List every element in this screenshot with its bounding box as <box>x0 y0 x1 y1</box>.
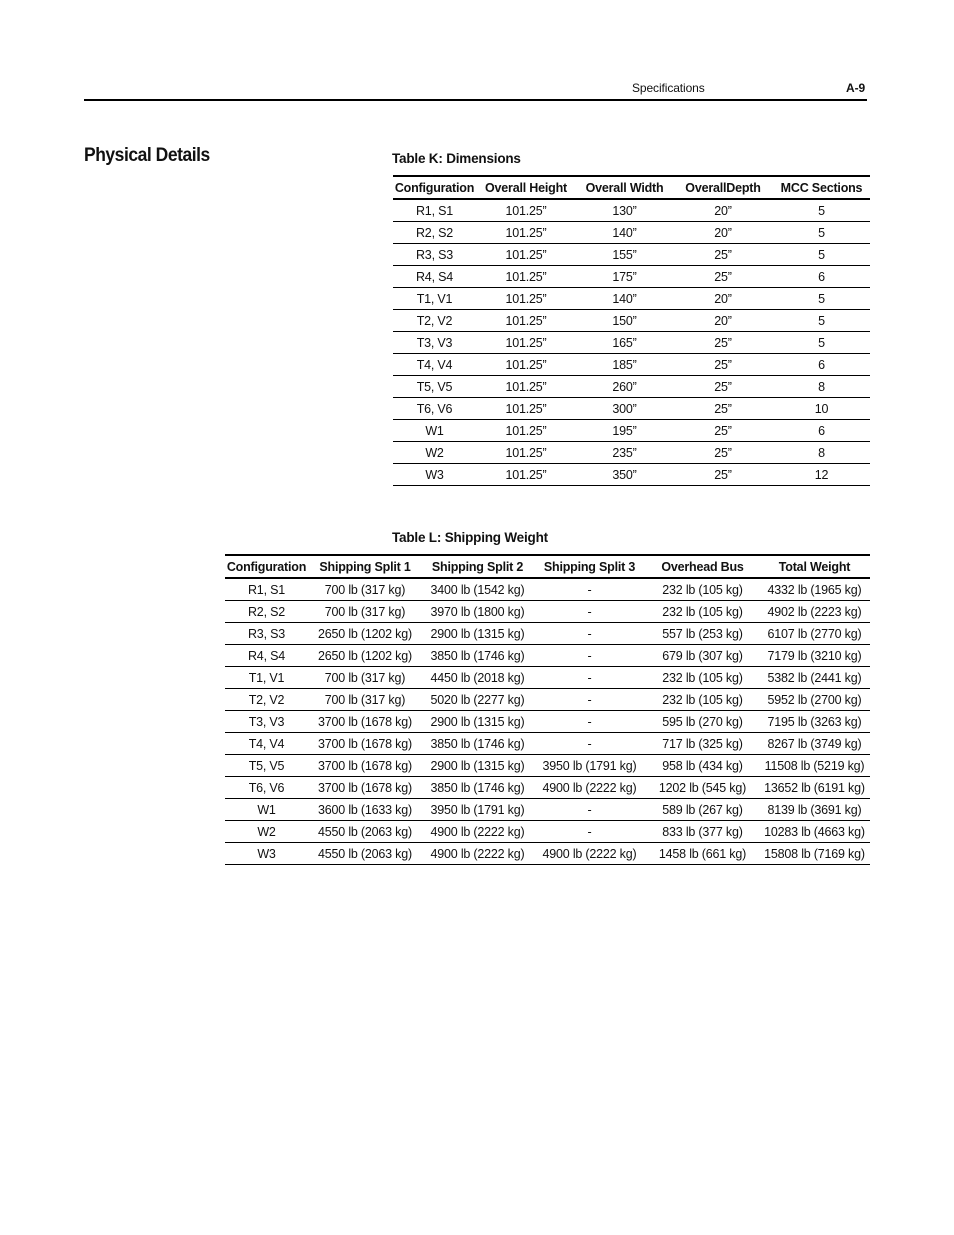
page-number: A-9 <box>846 81 866 95</box>
table-cell: 25” <box>673 332 773 354</box>
table-cell: R4, S4 <box>393 266 476 288</box>
table-cell: 4332 lb (1965 kg) <box>759 578 870 601</box>
table-cell: 20” <box>673 222 773 244</box>
table-cell: 5952 lb (2700 kg) <box>759 689 870 711</box>
table-cell: 101.25” <box>476 310 576 332</box>
table-cell: R1, S1 <box>225 578 308 601</box>
table-row <box>225 733 870 755</box>
table-cell: 232 lb (105 kg) <box>646 689 759 711</box>
table-header-row <box>393 176 870 199</box>
table-cell: T6, V6 <box>225 777 308 799</box>
table-cell: 10283 lb (4663 kg) <box>759 821 870 843</box>
table-cell: 20” <box>673 310 773 332</box>
table-cell: 140” <box>576 288 673 310</box>
table-row <box>393 266 870 288</box>
table-cell: R4, S4 <box>225 645 308 667</box>
table-cell: T4, V4 <box>393 354 476 376</box>
table-cell: 2650 lb (1202 kg) <box>308 623 422 645</box>
table-cell: 235” <box>576 442 673 464</box>
table-cell: 4902 lb (2223 kg) <box>759 601 870 623</box>
table-cell: 595 lb (270 kg) <box>646 711 759 733</box>
table-cell: 25” <box>673 398 773 420</box>
table-row <box>393 199 870 222</box>
table-cell: 4900 lb (2222 kg) <box>422 821 533 843</box>
table-cell: 5382 lb (2441 kg) <box>759 667 870 689</box>
table-cell: 7179 lb (3210 kg) <box>759 645 870 667</box>
column-header: Shipping Split 1 <box>308 555 422 578</box>
table-cell: 101.25” <box>476 464 576 486</box>
column-header: Overall Height <box>476 176 576 199</box>
table-cell: 140” <box>576 222 673 244</box>
column-header: MCC Sections <box>773 176 870 199</box>
table-l-caption: Table L: Shipping Weight <box>392 530 548 545</box>
table-cell: 3400 lb (1542 kg) <box>422 578 533 601</box>
table-cell: 3950 lb (1791 kg) <box>422 799 533 821</box>
table-cell: T2, V2 <box>225 689 308 711</box>
table-cell: - <box>533 623 646 645</box>
table-cell: 101.25” <box>476 244 576 266</box>
table-cell: 5 <box>773 288 870 310</box>
table-cell: 10 <box>773 398 870 420</box>
table-cell: 4450 lb (2018 kg) <box>422 667 533 689</box>
column-header: Shipping Split 3 <box>533 555 646 578</box>
table-cell: - <box>533 821 646 843</box>
table-cell: 2900 lb (1315 kg) <box>422 711 533 733</box>
table-cell: 4900 lb (2222 kg) <box>533 777 646 799</box>
table-cell: T1, V1 <box>393 288 476 310</box>
table-cell: 5 <box>773 310 870 332</box>
table-cell: 3600 lb (1633 kg) <box>308 799 422 821</box>
table-cell: W2 <box>393 442 476 464</box>
table-row <box>393 354 870 376</box>
table-cell: 3850 lb (1746 kg) <box>422 777 533 799</box>
table-cell: 350” <box>576 464 673 486</box>
table-row <box>225 623 870 645</box>
table-cell: 150” <box>576 310 673 332</box>
table-cell: 25” <box>673 376 773 398</box>
table-cell: 130” <box>576 199 673 222</box>
table-cell: 3700 lb (1678 kg) <box>308 777 422 799</box>
column-header: Shipping Split 2 <box>422 555 533 578</box>
table-cell: 101.25” <box>476 199 576 222</box>
table-cell: 3700 lb (1678 kg) <box>308 755 422 777</box>
table-cell: W1 <box>225 799 308 821</box>
table-cell: 4550 lb (2063 kg) <box>308 821 422 843</box>
table-cell: 2650 lb (1202 kg) <box>308 645 422 667</box>
table-cell: 5 <box>773 332 870 354</box>
table-cell: 20” <box>673 199 773 222</box>
table-row <box>393 442 870 464</box>
table-row <box>393 222 870 244</box>
table-cell: 700 lb (317 kg) <box>308 667 422 689</box>
table-cell: 557 lb (253 kg) <box>646 623 759 645</box>
table-cell: - <box>533 601 646 623</box>
table-cell: W1 <box>393 420 476 442</box>
table-row <box>225 689 870 711</box>
table-row <box>225 645 870 667</box>
table-cell: 25” <box>673 464 773 486</box>
table-cell: 5 <box>773 199 870 222</box>
table-cell: 195” <box>576 420 673 442</box>
table-row <box>393 288 870 310</box>
table-cell: 25” <box>673 442 773 464</box>
table-cell: - <box>533 578 646 601</box>
table-cell: R3, S3 <box>225 623 308 645</box>
table-cell: - <box>533 689 646 711</box>
table-cell: 13652 lb (6191 kg) <box>759 777 870 799</box>
table-cell: 25” <box>673 244 773 266</box>
table-cell: T5, V5 <box>393 376 476 398</box>
table-cell: 6107 lb (2770 kg) <box>759 623 870 645</box>
table-cell: 7195 lb (3263 kg) <box>759 711 870 733</box>
table-cell: 101.25” <box>476 442 576 464</box>
column-header: Configuration <box>225 555 308 578</box>
table-cell: 2900 lb (1315 kg) <box>422 623 533 645</box>
table-cell: 232 lb (105 kg) <box>646 601 759 623</box>
table-cell: R2, S2 <box>393 222 476 244</box>
table-cell: 3850 lb (1746 kg) <box>422 645 533 667</box>
table-row <box>393 420 870 442</box>
table-cell: 175” <box>576 266 673 288</box>
column-header: Total Weight <box>759 555 870 578</box>
table-cell: W2 <box>225 821 308 843</box>
table-cell: 1458 lb (661 kg) <box>646 843 759 865</box>
column-header: Configuration <box>393 176 476 199</box>
table-cell: 15808 lb (7169 kg) <box>759 843 870 865</box>
table-cell: 6 <box>773 420 870 442</box>
table-cell: 8 <box>773 376 870 398</box>
table-cell: 833 lb (377 kg) <box>646 821 759 843</box>
table-cell: 679 lb (307 kg) <box>646 645 759 667</box>
table-cell: 165” <box>576 332 673 354</box>
table-cell: 101.25” <box>476 332 576 354</box>
table-row <box>393 310 870 332</box>
table-cell: T6, V6 <box>393 398 476 420</box>
header-rule <box>84 99 867 101</box>
table-row <box>225 711 870 733</box>
running-header-section: Specifications <box>632 81 705 95</box>
dimensions-table <box>393 175 870 486</box>
table-cell: 8267 lb (3749 kg) <box>759 733 870 755</box>
table-cell: 25” <box>673 266 773 288</box>
table-cell: 20” <box>673 288 773 310</box>
column-header: Overhead Bus <box>646 555 759 578</box>
table-cell: 300” <box>576 398 673 420</box>
table-cell: 589 lb (267 kg) <box>646 799 759 821</box>
table-cell: 5 <box>773 244 870 266</box>
table-cell: 101.25” <box>476 354 576 376</box>
table-row <box>225 755 870 777</box>
table-k-caption: Table K: Dimensions <box>392 151 521 166</box>
table-cell: 958 lb (434 kg) <box>646 755 759 777</box>
section-title: Physical Details <box>84 145 210 166</box>
table-cell: 25” <box>673 354 773 376</box>
table-cell: 8139 lb (3691 kg) <box>759 799 870 821</box>
table-cell: 4900 lb (2222 kg) <box>533 843 646 865</box>
table-cell: 3850 lb (1746 kg) <box>422 733 533 755</box>
table-row <box>225 667 870 689</box>
table-cell: 101.25” <box>476 288 576 310</box>
table-cell: 260” <box>576 376 673 398</box>
table-cell: R2, S2 <box>225 601 308 623</box>
table-row <box>225 578 870 601</box>
table-cell: 4900 lb (2222 kg) <box>422 843 533 865</box>
table-cell: 700 lb (317 kg) <box>308 578 422 601</box>
table-cell: 5 <box>773 222 870 244</box>
table-row <box>225 777 870 799</box>
table-cell: - <box>533 645 646 667</box>
table-cell: 101.25” <box>476 420 576 442</box>
table-cell: 3950 lb (1791 kg) <box>533 755 646 777</box>
table-cell: 3970 lb (1800 kg) <box>422 601 533 623</box>
table-cell: 101.25” <box>476 376 576 398</box>
table-cell: T4, V4 <box>225 733 308 755</box>
table-row <box>225 799 870 821</box>
table-cell: 4550 lb (2063 kg) <box>308 843 422 865</box>
table-cell: 12 <box>773 464 870 486</box>
table-cell: T1, V1 <box>225 667 308 689</box>
table-cell: 700 lb (317 kg) <box>308 601 422 623</box>
table-cell: - <box>533 667 646 689</box>
table-cell: 3700 lb (1678 kg) <box>308 711 422 733</box>
table-cell: 717 lb (325 kg) <box>646 733 759 755</box>
column-header: OverallDepth <box>673 176 773 199</box>
shipping-weight-table <box>225 554 870 865</box>
table-row <box>393 376 870 398</box>
table-row <box>393 398 870 420</box>
table-row <box>393 464 870 486</box>
table-cell: 6 <box>773 266 870 288</box>
table-cell: W3 <box>393 464 476 486</box>
table-cell: T2, V2 <box>393 310 476 332</box>
table-row <box>225 601 870 623</box>
table-cell: 700 lb (317 kg) <box>308 689 422 711</box>
table-header-row <box>225 555 870 578</box>
table-cell: 101.25” <box>476 398 576 420</box>
table-cell: R1, S1 <box>393 199 476 222</box>
table-cell: W3 <box>225 843 308 865</box>
table-cell: T3, V3 <box>225 711 308 733</box>
column-header: Overall Width <box>576 176 673 199</box>
table-row <box>393 244 870 266</box>
table-cell: - <box>533 711 646 733</box>
table-cell: 5020 lb (2277 kg) <box>422 689 533 711</box>
table-cell: 1202 lb (545 kg) <box>646 777 759 799</box>
table-cell: 3700 lb (1678 kg) <box>308 733 422 755</box>
table-cell: - <box>533 733 646 755</box>
table-cell: - <box>533 799 646 821</box>
table-cell: 6 <box>773 354 870 376</box>
table-cell: 25” <box>673 420 773 442</box>
table-cell: 2900 lb (1315 kg) <box>422 755 533 777</box>
table-cell: R3, S3 <box>393 244 476 266</box>
table-row <box>225 843 870 865</box>
table-cell: 101.25” <box>476 266 576 288</box>
table-row <box>393 332 870 354</box>
table-cell: 185” <box>576 354 673 376</box>
table-row <box>225 821 870 843</box>
table-cell: 232 lb (105 kg) <box>646 667 759 689</box>
table-cell: 8 <box>773 442 870 464</box>
table-cell: 11508 lb (5219 kg) <box>759 755 870 777</box>
table-cell: T5, V5 <box>225 755 308 777</box>
table-cell: T3, V3 <box>393 332 476 354</box>
table-cell: 232 lb (105 kg) <box>646 578 759 601</box>
table-cell: 155” <box>576 244 673 266</box>
table-cell: 101.25” <box>476 222 576 244</box>
